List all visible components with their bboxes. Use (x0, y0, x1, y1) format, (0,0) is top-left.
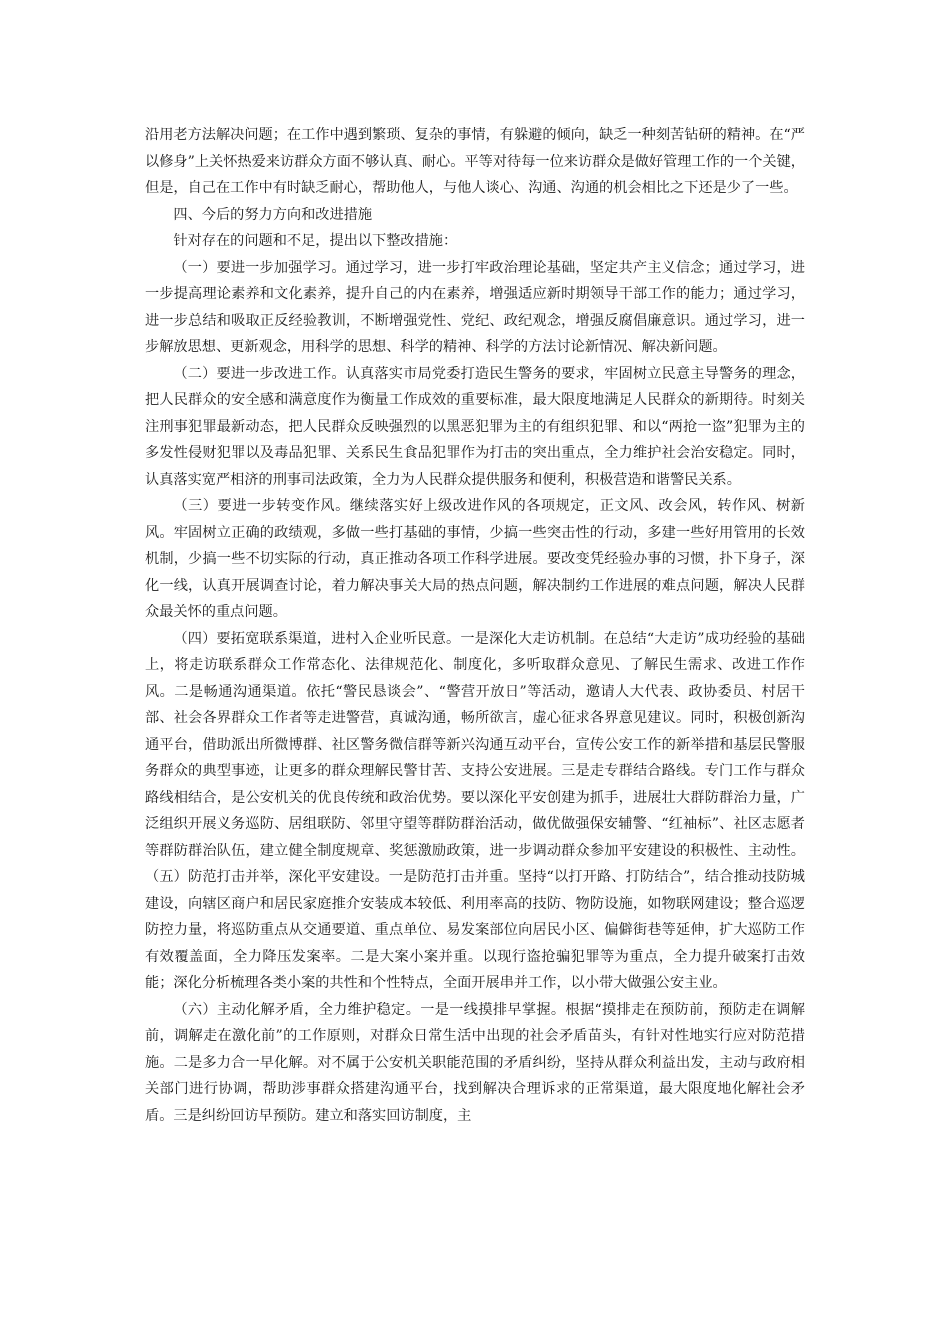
paragraph-item-2: （二）要进一步改进工作。认真落实市局党委打造民生警务的要求，牢固树立民意主导警务的理念，把人民群众的安全感和满意度作为衡量工作成效的重要标准，最大限度地满足人民群众的新期待。时刻关注刑事犯罪最新动态，把人民群众反映强烈的以黑恶犯罪为主的有组织犯罪、和以“两抢一盗”犯罪为主的多发性侵财犯罪以及毒品犯罪、关系民生食品犯罪作为打击的突出重点，全力维护社会治安稳定。同时，认真落实宽严相济的刑事司法政策，全力为人民群众提供服务和便利，积极营造和谐警民关系。 (145, 365, 805, 488)
section-heading: 四、今后的努力方向和改进措施 (173, 206, 373, 223)
paragraph-continuation: 沿用老方法解决问题；在工作中遇到繁琐、复杂的事情，有躲避的倾向，缺乏一种刻苦钻研的精神。在“严以修身”上关怀热爱来访群众方面不够认真、耐心。平等对待每一位来访群众是做好管理工作的一个关键，但是，自己在工作中有时缺乏耐心，帮助他人，与他人谈心、沟通、沟通的机会相比之下还是少了一些。 (145, 127, 805, 196)
paragraph-item-3: （三）要进一步转变作风。继续落实好上级改进作风的各项规定，正文风、改会风，转作风、树新风。牢固树立正确的政绩观，多做一些打基础的事情，少搞一些突击性的行动，多建一些好用管用的长效机制，少搞一些不切实际的行动，真正推动各项工作科学进展。要改变凭经验办事的习惯，扑下身子，深化一线，认真开展调查讨论，着力解决事关大局的热点问题，解决制约工作进展的难点问题，解决人民群众最关怀的重点问题。 (145, 498, 805, 620)
document-body (145, 122, 805, 1129)
paragraph-item-4: （四）要拓宽联系渠道，进村入企业听民意。一是深化大走访机制。在总结“大走访”成功经验的基础上，将走访联系群众工作常态化、法律规范化、制度化，多听取群众意见、了解民生需求、改进工作作风。二是畅通沟通渠道。依托“警民恳谈会”、“警营开放日”等活动，邀请人大代表、政协委员、村居干部、社会各界群众工作者等走进警营，真诚沟通，畅所欲言，虚心征求各界意见建议。同时，积极创新沟通平台，借助派出所微博群、社区警务微信群等新兴沟通互动平台，宣传公安工作的新举措和基层民警服务群众的典型事迹，让更多的群众理解民警甘苦、支持公安进展。三是走专群结合路线。专门工作与群众路线相结合，是公安机关的优良传统和政治优势。要以深化平安创建为抓手，进展壮大群防群治力量，广泛组织开展义务巡防、居组联防、邻里守望等群防群治活动，做优做强保安辅警、“红袖标”、社区志愿者等群防群治队伍，建立健全制度规章、奖惩激励政策，进一步调动群众参加平安建设的积极性、主动性。（五）防范打击并举，深化平安建设。一是防范打击并重。坚持“以打开路、打防结合”，结合推动技防城建设，向辖区商户和居民家庭推介安装成本较低、利用率高的技防、物防设施，如物联网建设；整合巡逻防控力量，将巡防重点从交通要道、重点单位、易发案部位向居民小区、偏僻街巷等延伸，扩大巡防工作有效覆盖面，全力降压发案率。二是大案小案并重。以现行盗抢骗犯罪等为重点，全力提升破案打击效能；深化分析梳理各类小案的共性和个性特点，全面开展串并工作，以小带大做强公安主业。 (145, 630, 805, 991)
paragraph-item-6: （六）主动化解矛盾，全力维护稳定。一是一线摸排早掌握。根据“摸排走在预防前，预防走在调解前，调解走在激化前”的工作原则，对群众日常生活中出现的社会矛盾苗头，有针对性地实行应对防范措施。二是多力合一早化解。对不属于公安机关职能范围的矛盾纠纷，坚持从群众利益出发，主动与政府相关部门进行协调，帮助涉事群众搭建沟通平台，找到解决合理诉求的正常渠道，最大限度地化解社会矛盾。三是纠纷回访早预防。建立和落实回访制度，主 (145, 1001, 805, 1124)
paragraph-item-1: （一）要进一步加强学习。通过学习，进一步打牢政治理论基础，坚定共产主义信念；通过学习，进一步提高理论素养和文化素养，提升自己的内在素养，增强适应新时期领导干部工作的能力；通过学习，进一步总结和吸取正反经验教训，不断增强党性、党纪、政纪观念，增强反腐倡廉意识。通过学习，进一步解放思想、更新观念，用科学的思想、科学的精神、科学的方法讨论新情况、解决新问题。 (145, 259, 805, 355)
paragraph-intro: 针对存在的问题和不足，提出以下整改措施： (173, 233, 458, 249)
